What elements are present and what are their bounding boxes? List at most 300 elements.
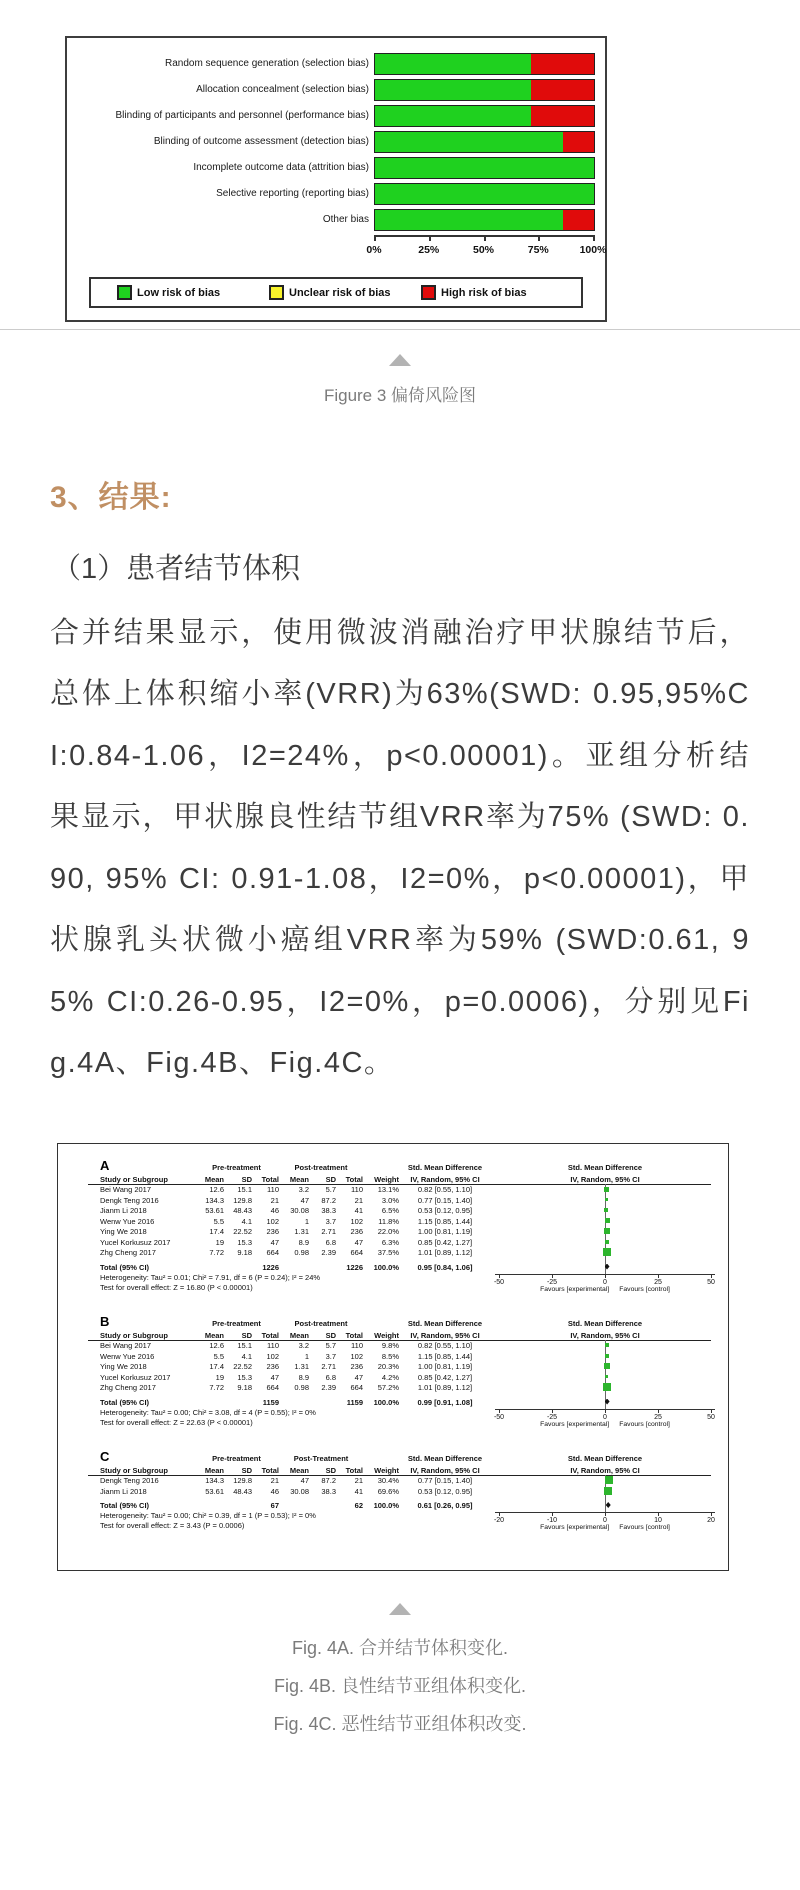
forest-row	[88, 1185, 720, 1196]
legend-label: Unclear risk of bias	[289, 286, 391, 299]
forest-row	[88, 1341, 720, 1352]
post-treatment-header: Post-treatment	[294, 1163, 348, 1173]
num-col-header: Weight	[374, 1175, 399, 1185]
favours-experimental: Favours [experimental]	[540, 1524, 610, 1532]
study-value: 3.7	[325, 1351, 336, 1361]
study-value: 13.1%	[377, 1185, 399, 1195]
risk-of-bias-legend	[89, 277, 583, 308]
axis-tick	[711, 1409, 712, 1413]
legend-label: High risk of bias	[441, 286, 527, 299]
axis-tick-label: -20	[493, 1517, 505, 1525]
ci-text: 1.15 [0.85, 1.44]	[417, 1351, 473, 1361]
effect-square	[605, 1354, 609, 1358]
study-value: 30.08	[290, 1486, 309, 1496]
study-value: 102	[350, 1216, 363, 1226]
study-value: 47	[354, 1237, 363, 1247]
study-value: 8.9	[298, 1372, 309, 1382]
study-value: 1	[304, 1351, 309, 1361]
panel-letter-cell	[88, 1315, 194, 1328]
axis-tick-label: -50	[493, 1413, 505, 1421]
study-value: 7.72	[209, 1383, 224, 1393]
risk-bar-segment	[375, 158, 594, 178]
axis-tick-label: -50	[493, 1278, 505, 1286]
study-value: 236	[350, 1227, 363, 1237]
effect-square	[605, 1218, 610, 1223]
forest-row	[88, 1362, 720, 1373]
forest-row	[88, 1372, 720, 1383]
panel-header-row2	[88, 1172, 711, 1184]
axis-tick-label: 100%	[579, 244, 607, 256]
study-name: Yucel Korkusuz 2017	[100, 1372, 171, 1382]
num-col-header: Mean	[204, 1466, 224, 1476]
study-value: 22.52	[233, 1362, 252, 1372]
risk-bar-row	[67, 208, 605, 232]
axis-tick	[658, 1274, 659, 1278]
study-value: 7.72	[209, 1248, 224, 1258]
axis-tick	[711, 1512, 712, 1516]
iv-plot-header: IV, Random, 95% CI	[570, 1175, 640, 1185]
study-value: 11.8%	[378, 1216, 399, 1226]
study-name: Dengk Teng 2016	[100, 1195, 159, 1205]
axis-tick	[552, 1274, 553, 1278]
risk-bar-label: Blinding of participants and personnel (performance bias)	[115, 109, 369, 121]
effect-square	[604, 1363, 611, 1370]
study-value: 47	[270, 1237, 279, 1247]
study-value: 1.31	[294, 1227, 309, 1237]
forest-plot-figure	[57, 1143, 729, 1572]
favours-experimental: Favours [experimental]	[540, 1285, 610, 1293]
panel-letter-cell	[88, 1450, 194, 1463]
total-value: 1159	[346, 1397, 363, 1407]
risk-bar-segment	[531, 54, 594, 74]
total-ci-text: 0.99 [0.91, 1.08]	[417, 1397, 473, 1407]
study-value: 47	[270, 1372, 279, 1382]
study-value: 134.3	[205, 1476, 224, 1486]
axis-tick-label: 50	[707, 1413, 715, 1421]
total-value: 62	[354, 1501, 363, 1511]
effect-square	[605, 1375, 608, 1378]
forest-axis	[493, 1409, 715, 1433]
axis-tick-label: 20	[707, 1517, 715, 1525]
heterogeneity-line: Heterogeneity: Tau² = 0.01; Chi² = 7.91, df = 6 (P = 0.24); I² = 24%	[100, 1272, 321, 1282]
smd-plot-header: Std. Mean Difference	[567, 1163, 643, 1173]
axis-tick-label: 0	[603, 1278, 607, 1286]
effect-square	[604, 1228, 611, 1235]
study-value: 19	[215, 1372, 224, 1382]
forest-row	[88, 1351, 720, 1362]
heterogeneity-line: Heterogeneity: Tau² = 0.00; Chi² = 0.39, df = 1 (P = 0.53); I² = 0%	[100, 1511, 316, 1521]
axis-tick-label: 10	[654, 1517, 662, 1525]
study-name: Zhg Cheng 2017	[100, 1248, 156, 1258]
ci-text: 0.77 [0.15, 1.40]	[417, 1476, 473, 1486]
legend-swatch	[117, 285, 132, 300]
ci-text: 1.00 [0.81, 1.19]	[417, 1227, 473, 1237]
forest-row	[88, 1195, 720, 1206]
iv-plot-header: IV, Random, 95% CI	[570, 1466, 640, 1476]
study-value: 12.6	[209, 1185, 224, 1195]
study-value: 22.0%	[377, 1227, 399, 1237]
study-value: 5.7	[325, 1341, 336, 1351]
favours-control: Favours [control]	[619, 1420, 670, 1428]
axis-tick-label: 0	[603, 1517, 607, 1525]
num-col-header: Weight	[374, 1331, 399, 1341]
study-value: 17.4	[209, 1227, 224, 1237]
study-name: Wenw Yue 2016	[100, 1216, 155, 1226]
study-value: 2.71	[321, 1227, 336, 1237]
total-value: 1159	[262, 1397, 279, 1407]
forest-row	[88, 1248, 720, 1259]
study-value: 69.6%	[377, 1486, 399, 1496]
favours-experimental: Favours [experimental]	[540, 1420, 610, 1428]
study-value: 8.5%	[381, 1351, 399, 1361]
overall-effect-line: Test for overall effect: Z = 3.43 (P = 0.0006)	[100, 1521, 245, 1531]
risk-bar	[374, 131, 595, 153]
study-name: Jianm Li 2018	[100, 1206, 147, 1216]
study-value: 129.8	[233, 1476, 252, 1486]
study-value: 5.5	[213, 1351, 224, 1361]
panel-header-row2	[88, 1463, 711, 1475]
ci-text: 1.00 [0.81, 1.19]	[417, 1362, 473, 1372]
ci-text: 0.53 [0.12, 0.95]	[417, 1486, 473, 1496]
risk-bar	[374, 157, 595, 179]
study-value: 30.08	[290, 1206, 309, 1216]
total-label: Total (95% CI)	[100, 1397, 150, 1407]
risk-bar-segment	[375, 106, 531, 126]
study-value: 102	[266, 1216, 279, 1226]
figure3-caption: Figure 3 偏倚风险图	[323, 386, 477, 405]
study-value: 9.8%	[381, 1341, 399, 1351]
risk-bar-label: Selective reporting (reporting bias)	[216, 187, 369, 199]
study-value: 664	[266, 1248, 279, 1258]
risk-bar-label: Incomplete outcome data (attrition bias)	[193, 161, 369, 173]
axis-tick	[605, 1409, 606, 1413]
study-value: 664	[266, 1383, 279, 1393]
bottom-spacer	[0, 1743, 800, 1773]
study-value: 15.1	[237, 1185, 252, 1195]
risk-bar-label: Other bias	[322, 213, 369, 225]
study-name: Zhg Cheng 2017	[100, 1383, 156, 1393]
legend-item	[117, 285, 269, 300]
study-value: 236	[350, 1362, 363, 1372]
iv-text-header: IV, Random, 95% CI	[410, 1175, 480, 1185]
study-value: 9.18	[237, 1383, 252, 1393]
num-col-header: Mean	[204, 1331, 224, 1341]
panel-header-row2	[88, 1328, 711, 1340]
study-value: 110	[351, 1185, 363, 1195]
axis-tick-label: -10	[546, 1517, 558, 1525]
axis-tick	[374, 235, 376, 241]
study-name: Ying We 2018	[100, 1362, 147, 1372]
risk-bar-segment	[531, 106, 594, 126]
effect-square	[603, 1248, 611, 1256]
study-value: 110	[267, 1341, 279, 1351]
axis-tick	[499, 1409, 500, 1413]
total-value: 1226	[346, 1262, 363, 1272]
risk-bar-row	[67, 52, 605, 76]
ci-text: 0.53 [0.12, 0.95]	[417, 1206, 473, 1216]
panel-header	[88, 1449, 711, 1476]
total-value: 100.0%	[373, 1501, 399, 1511]
study-value: 236	[266, 1227, 279, 1237]
study-value: 3.2	[298, 1185, 309, 1195]
num-col-header: Mean	[289, 1175, 309, 1185]
effect-square	[605, 1240, 609, 1244]
num-col-header: Total	[261, 1175, 279, 1185]
risk-bar-row	[67, 78, 605, 102]
ci-text: 0.82 [0.55, 1.10]	[417, 1341, 473, 1351]
axis-tick	[711, 1274, 712, 1278]
forest-axis	[493, 1274, 715, 1298]
heterogeneity-line: Heterogeneity: Tau² = 0.00; Chi² = 3.08, df = 4 (P = 0.55); I² = 0%	[100, 1407, 316, 1417]
study-value: 110	[267, 1185, 279, 1195]
study-value: 0.98	[294, 1248, 309, 1258]
axis-tick	[593, 235, 595, 241]
figure4-caption-line: Fig. 4C. 恶性结节亚组体积改变.	[273, 1714, 527, 1735]
study-value: 236	[266, 1362, 279, 1372]
study-value: 20.3%	[377, 1362, 399, 1372]
results-paragraph: 合并结果显示，使用微波消融治疗甲状腺结节后，总体上体积缩小率(VRR)为63%(SWD: 0.95,95%CI:0.84-1.06，I2=24%，p<0.00001)。亚组分析结果显示，甲状腺良性结节组VRR率为75% (SWD: 0.90, 95% CI: 0.91-1.08，I2=0%，p<0.00001)，甲状腺乳头状微小癌组VRR率为59% (SWD:0.61, 95% CI:0.26-0.95，I2=0%，p=0.0006)，分别见Fig.4A、Fig.4B、Fig.4C。	[50, 617, 750, 1080]
study-value: 87.2	[321, 1476, 336, 1486]
collapse-triangle-icon	[389, 1603, 411, 1615]
axis-tick	[499, 1274, 500, 1278]
num-col-header: SD	[325, 1175, 336, 1185]
study-value: 6.8	[325, 1237, 336, 1247]
forest-panel-A	[88, 1158, 720, 1300]
study-value: 664	[350, 1383, 363, 1393]
smd-plot-header: Std. Mean Difference	[567, 1319, 643, 1329]
overall-effect-line: Test for overall effect: Z = 16.80 (P < 0.00001)	[100, 1282, 253, 1292]
num-col-header: Weight	[374, 1466, 399, 1476]
axis-tick-label: -25	[546, 1278, 558, 1286]
study-col-header: Study or Subgroup	[100, 1466, 168, 1476]
study-value: 0.98	[294, 1383, 309, 1393]
study-value: 134.3	[205, 1195, 224, 1205]
study-name: Jianm Li 2018	[100, 1486, 147, 1496]
risk-bar	[374, 105, 595, 127]
effect-square	[604, 1187, 609, 1192]
favours-labels	[459, 1422, 751, 1429]
axis-tick	[429, 235, 431, 241]
risk-bar-segment	[563, 210, 594, 230]
study-value: 15.3	[237, 1372, 252, 1382]
study-name: Yucel Korkusuz 2017	[100, 1237, 171, 1247]
risk-bar-segment	[375, 54, 531, 74]
num-col-header: Total	[345, 1466, 363, 1476]
study-value: 47	[354, 1372, 363, 1382]
favours-labels	[459, 1287, 751, 1294]
panel-header-row1	[88, 1158, 711, 1172]
axis-tick-label: 25%	[418, 244, 440, 256]
num-col-header: Total	[345, 1175, 363, 1185]
ci-text: 1.01 [0.89, 1.12]	[417, 1383, 473, 1393]
study-value: 12.6	[209, 1341, 224, 1351]
study-value: 53.61	[205, 1486, 224, 1496]
total-label: Total (95% CI)	[100, 1262, 150, 1272]
overall-effect-line: Test for overall effect: Z = 22.63 (P < 0.00001)	[100, 1417, 253, 1427]
study-value: 41	[354, 1486, 363, 1496]
study-value: 22.52	[233, 1227, 252, 1237]
total-ci-text: 0.61 [0.26, 0.95]	[417, 1501, 473, 1511]
risk-bar-label: Random sequence generation (selection bias)	[164, 57, 369, 69]
risk-bar	[374, 53, 595, 75]
study-value: 8.9	[298, 1237, 309, 1247]
risk-bar	[374, 183, 595, 205]
study-value: 3.2	[298, 1341, 309, 1351]
study-value: 37.5%	[377, 1248, 399, 1258]
num-col-header: SD	[241, 1466, 252, 1476]
iv-text-header: IV, Random, 95% CI	[410, 1466, 480, 1476]
total-ci-text: 0.95 [0.84, 1.06]	[417, 1262, 473, 1272]
num-col-header: SD	[241, 1175, 252, 1185]
legend-item	[269, 285, 421, 300]
axis-tick-label: 75%	[527, 244, 549, 256]
risk-bar	[374, 209, 595, 231]
study-name: Wenw Yue 2016	[100, 1351, 155, 1361]
study-value: 129.8	[233, 1195, 252, 1205]
risk-bar-row	[67, 130, 605, 154]
study-value: 21	[270, 1476, 279, 1486]
study-value: 3.7	[325, 1216, 336, 1226]
axis-tick	[552, 1512, 553, 1516]
figure4-captions	[0, 1629, 800, 1743]
study-name: Bei Wang 2017	[100, 1185, 152, 1195]
article-page	[0, 36, 800, 1890]
num-col-header: SD	[325, 1331, 336, 1341]
effect-square	[605, 1198, 608, 1201]
risk-bar-segment	[531, 80, 594, 100]
total-value: 100.0%	[373, 1262, 399, 1272]
study-value: 38.3	[321, 1486, 336, 1496]
risk-bar-row	[67, 156, 605, 180]
iv-plot-header: IV, Random, 95% CI	[570, 1331, 640, 1341]
axis-tick	[552, 1409, 553, 1413]
post-treatment-header: Post-Treatment	[293, 1454, 349, 1464]
legend-swatch	[269, 285, 284, 300]
forest-row	[88, 1476, 720, 1487]
risk-bar-label: Blinding of outcome assessment (detection bias)	[153, 135, 369, 147]
panel-header	[88, 1158, 711, 1185]
study-value: 57.2%	[377, 1383, 399, 1393]
study-value: 2.39	[321, 1248, 336, 1258]
study-value: 102	[350, 1351, 363, 1361]
study-value: 4.2%	[381, 1372, 399, 1382]
forest-panel-C	[88, 1449, 720, 1539]
axis-tick-label: 50	[707, 1278, 715, 1286]
study-value: 19	[215, 1237, 224, 1247]
study-value: 48.43	[233, 1206, 252, 1216]
study-value: 9.18	[237, 1248, 252, 1258]
results-subheading: （1）患者结节体积	[52, 553, 301, 585]
smd-text-header: Std. Mean Difference	[407, 1454, 483, 1464]
axis-tick-label: 25	[654, 1413, 662, 1421]
num-col-header: Total	[261, 1331, 279, 1341]
axis-tick	[605, 1512, 606, 1516]
forest-row	[88, 1206, 720, 1217]
effect-square	[605, 1343, 609, 1347]
axis-tick	[605, 1274, 606, 1278]
forest-row	[88, 1486, 720, 1497]
figure4-caption-line: Fig. 4A. 合并结节体积变化.	[291, 1638, 509, 1659]
panel-letter: C	[100, 1448, 110, 1464]
risk-of-bias-rows	[67, 52, 605, 232]
study-value: 1	[304, 1216, 309, 1226]
risk-bar-segment	[375, 184, 594, 204]
axis-tick-label: 0	[603, 1413, 607, 1421]
total-value: 67	[270, 1501, 279, 1511]
study-value: 664	[350, 1248, 363, 1258]
axis-tick	[499, 1512, 500, 1516]
study-value: 4.1	[241, 1351, 252, 1361]
risk-bar-segment	[375, 210, 563, 230]
panel-header-row1	[88, 1449, 711, 1463]
forest-row	[88, 1237, 720, 1248]
risk-bar-segment	[563, 132, 594, 152]
study-col-header: Study or Subgroup	[100, 1331, 168, 1341]
num-col-header: Mean	[289, 1331, 309, 1341]
effect-square	[605, 1476, 613, 1484]
pre-treatment-header: Pre-treatment	[212, 1454, 261, 1464]
axis-tick	[538, 235, 540, 241]
study-value: 2.39	[321, 1383, 336, 1393]
favours-control: Favours [control]	[619, 1524, 670, 1532]
effect-square	[603, 1383, 611, 1391]
study-value: 4.1	[241, 1216, 252, 1226]
forest-panel-B	[88, 1314, 720, 1435]
study-value: 38.3	[321, 1206, 336, 1216]
risk-of-bias-axis	[366, 235, 607, 265]
risk-bar-segment	[375, 132, 563, 152]
total-value: 100.0%	[373, 1397, 399, 1407]
study-value: 6.3%	[381, 1237, 399, 1247]
study-name: Ying We 2018	[100, 1227, 147, 1237]
study-value: 87.2	[321, 1195, 336, 1205]
ci-text: 1.01 [0.89, 1.12]	[417, 1248, 473, 1258]
legend-item	[421, 285, 573, 300]
smd-text-header: Std. Mean Difference	[407, 1319, 483, 1329]
figure4-caption-line: Fig. 4B. 良性结节亚组体积变化.	[273, 1676, 527, 1697]
num-col-header: Mean	[289, 1466, 309, 1476]
forest-total-row	[88, 1397, 720, 1408]
study-value: 3.0%	[381, 1195, 399, 1205]
study-value: 2.71	[321, 1362, 336, 1372]
panel-letter: B	[100, 1313, 110, 1329]
effect-square	[604, 1487, 612, 1495]
ci-text: 0.85 [0.42, 1.27]	[417, 1237, 473, 1247]
study-value: 48.43	[233, 1486, 252, 1496]
risk-bar-row	[67, 182, 605, 206]
smd-plot-header: Std. Mean Difference	[567, 1454, 643, 1464]
forest-axis	[493, 1512, 715, 1536]
panel-letter: A	[100, 1157, 110, 1173]
risk-bar-segment	[375, 80, 531, 100]
forest-row	[88, 1216, 720, 1227]
results-heading: 3、结果:	[50, 481, 172, 514]
total-label: Total (95% CI)	[100, 1501, 150, 1511]
pre-treatment-header: Pre-treatment	[212, 1163, 261, 1173]
study-value: 47	[300, 1476, 309, 1486]
axis-tick-label: -25	[546, 1413, 558, 1421]
study-value: 5.5	[213, 1216, 224, 1226]
collapse-triangle-icon	[389, 354, 411, 366]
study-value: 1.31	[294, 1362, 309, 1372]
axis-tick	[658, 1512, 659, 1516]
study-value: 110	[351, 1341, 363, 1351]
num-col-header: SD	[241, 1331, 252, 1341]
pre-treatment-header: Pre-treatment	[212, 1319, 261, 1329]
study-value: 15.1	[237, 1341, 252, 1351]
section-divider	[0, 329, 800, 330]
study-value: 53.61	[205, 1206, 224, 1216]
